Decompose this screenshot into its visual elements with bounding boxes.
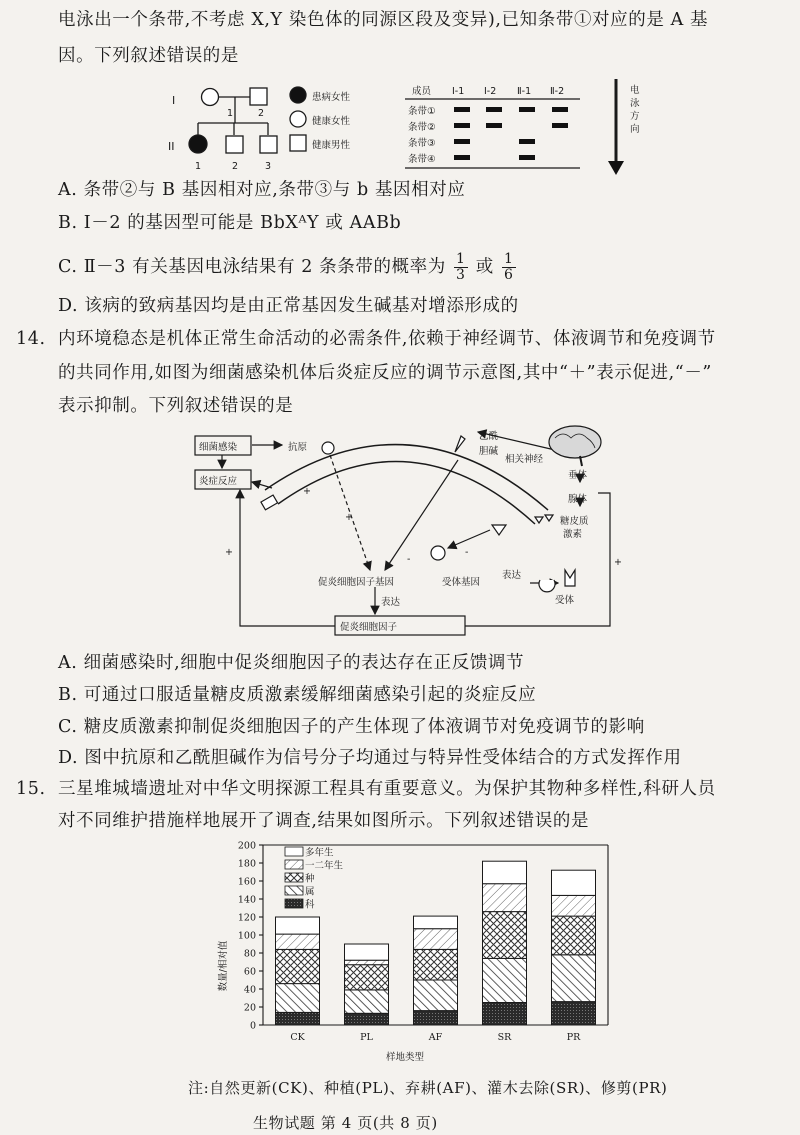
q14-option-a: A. 细菌感染时,细胞中促炎细胞因子的表达存在正反馈调节 xyxy=(58,653,525,673)
ach-receptor-icon xyxy=(455,436,465,452)
legend-label-多年生: 多年生 xyxy=(305,847,334,859)
gen1-index-1: 1 xyxy=(227,108,234,119)
label-cytokine-gene: 促炎细胞因子基因 xyxy=(318,577,395,588)
q13-option-d: D. 该病的致病基因均是由正常基因发生碱基对增添形成的 xyxy=(58,296,519,316)
receptor-icon xyxy=(539,580,555,592)
bar-CK-多年生 xyxy=(276,917,320,934)
svg-text:+: + xyxy=(614,557,622,568)
svg-text:2: 2 xyxy=(232,161,239,172)
chart-legend xyxy=(285,847,344,911)
pedigree-II1-affected-female xyxy=(189,135,207,153)
chart-y-tick-label-60: 60 xyxy=(243,966,256,978)
label-gland: 腺体 xyxy=(568,494,588,505)
svg-text:+: + xyxy=(345,512,353,523)
svg-text:向: 向 xyxy=(630,124,640,135)
legend-swatch-科 xyxy=(285,899,303,908)
chart-x-tick-label-AF: AF xyxy=(428,1032,443,1043)
svg-text:表达: 表达 xyxy=(502,570,522,581)
chart-y-tick-label-180: 180 xyxy=(237,858,256,870)
svg-text:Ⅱ-2: Ⅱ-2 xyxy=(550,86,565,97)
gen-2-label: II xyxy=(168,140,175,153)
svg-text:表达: 表达 xyxy=(381,597,401,608)
q14-option-b: B. 可通过口服适量糖皮质激素缓解细菌感染引起的炎症反应 xyxy=(58,685,537,705)
chart-x-tick-label-SR: SR xyxy=(497,1032,512,1043)
chart-y-tick-label-200: 200 xyxy=(237,840,256,852)
chart-y-tick-label-140: 140 xyxy=(237,894,256,906)
svg-text:条带③: 条带③ xyxy=(408,138,436,149)
svg-text:3: 3 xyxy=(265,161,272,172)
fraction-one-third: $\frac{1}{3}$ xyxy=(456,251,466,283)
bar-PL-属 xyxy=(345,990,389,1013)
q14-stem-3: 表示抑制。下列叙述错误的是 xyxy=(58,396,294,416)
legend-swatch-多年生 xyxy=(285,847,303,856)
species-chart xyxy=(0,836,800,1071)
q14-stem-1: 14. 内环境稳态是机体正常生命活动的必需条件,依赖于神经调节、体液调节和免疫调节 xyxy=(16,329,716,349)
bar-PR-多年生 xyxy=(552,870,596,895)
bar-SR-属 xyxy=(483,958,527,1002)
chart-y-tick-label-20: 20 xyxy=(243,1002,256,1014)
intro-line-2: 因。下列叙述错误的是 xyxy=(58,46,239,66)
svg-text:胆碱: 胆碱 xyxy=(479,446,499,457)
legend-label-一二年生: 一二年生 xyxy=(305,860,344,872)
q14-stem-2: 的共同作用,如图为细菌感染机体后炎症反应的调节示意图,其中“＋”表示促进,“－” xyxy=(58,363,712,383)
svg-text:成员: 成员 xyxy=(412,86,432,97)
svg-text:Ⅱ-1: Ⅱ-1 xyxy=(517,86,532,97)
gc-receptor-icon xyxy=(431,546,445,560)
svg-text:乙酰: 乙酰 xyxy=(479,431,499,442)
legend-label-属: 属 xyxy=(305,886,315,898)
bar-CK-一二年生 xyxy=(276,934,320,949)
bar-SR-多年生 xyxy=(483,861,527,884)
bar-SR-一二年生 xyxy=(483,884,527,912)
svg-text:Ⅰ-2: Ⅰ-2 xyxy=(484,86,497,97)
label-pituitary: 垂体 xyxy=(568,470,588,481)
q14-option-d: D. 图中抗原和乙酰胆碱作为信号分子均通过与特异性受体结合的方式发挥作用 xyxy=(58,748,682,768)
legend-healthy-male-symbol xyxy=(290,135,306,151)
bar-PL-种 xyxy=(345,965,389,990)
chart-note: 注:自然更新(CK)、种植(PL)、弃耕(AF)、灌木去除(SR)、修剪(PR) xyxy=(188,1079,668,1097)
bar-AF-种 xyxy=(414,949,458,980)
legend-label-种: 种 xyxy=(305,873,315,885)
chart-y-tick-label-0: 0 xyxy=(249,1020,256,1032)
svg-text:-: - xyxy=(407,554,411,565)
label-cytokine: 促炎细胞因子 xyxy=(340,622,398,633)
bar-PR-科 xyxy=(552,1002,596,1025)
intro-line-1: 电泳出一个条带,不考虑 X,Y 染色体的同源区段及变异),已知条带①对应的是 A 基 xyxy=(58,10,709,30)
svg-text:电: 电 xyxy=(630,85,640,96)
gen1-index-2: 2 xyxy=(258,108,265,119)
bar-AF-属 xyxy=(414,980,458,1011)
q13-figure xyxy=(0,75,800,185)
chart-x-tick-label-PR: PR xyxy=(566,1032,581,1043)
bar-SR-科 xyxy=(483,1003,527,1026)
svg-text:+: + xyxy=(225,547,233,558)
q13-option-c: C. Ⅱ－3 有关基因电泳结果有 2 条条带的概率为 $\frac{1}{3}$ 或 $\frac{1}{6}$ xyxy=(58,251,514,283)
legend-label-科: 科 xyxy=(305,899,315,911)
q15-stem-2: 对不同维护措施样地展开了调查,结果如图所示。下列叙述错误的是 xyxy=(58,811,590,831)
bar-AF-科 xyxy=(414,1011,458,1025)
q15-number: 15. xyxy=(16,779,46,799)
svg-text:Ⅰ-1: Ⅰ-1 xyxy=(452,86,465,97)
legend-affected-female: 患病女性 xyxy=(312,92,351,103)
electrophoresis-table xyxy=(405,85,580,168)
label-antigen: 抗原 xyxy=(288,442,308,453)
legend-healthy-female-symbol xyxy=(290,111,306,127)
fraction-one-sixth: $\frac{1}{6}$ xyxy=(503,251,514,283)
q14-number: 14. xyxy=(16,329,46,349)
brain-icon xyxy=(549,426,601,466)
chart-y-tick-label-40: 40 xyxy=(243,984,256,996)
chart-x-tick-label-CK: CK xyxy=(290,1032,305,1043)
svg-text:+: + xyxy=(303,486,311,497)
page-footer: 生物试题 第 4 页(共 8 页) xyxy=(253,1114,438,1132)
label-inflammation: 炎症反应 xyxy=(199,476,238,487)
pedigree-II3-male xyxy=(260,136,277,153)
antigen-receptor-icon xyxy=(322,442,334,454)
q14-option-c: C. 糖皮质激素抑制促炎细胞因子的产生体现了体液调节对免疫调节的影响 xyxy=(58,717,645,737)
bar-PR-属 xyxy=(552,955,596,1002)
chart-y-axis-label: 数量/相对值 xyxy=(218,940,229,992)
svg-text:糖皮质: 糖皮质 xyxy=(560,516,589,527)
legend-swatch-属 xyxy=(285,886,303,895)
label-receptor: 受体 xyxy=(555,595,575,606)
pedigree-I1-female xyxy=(202,89,219,106)
q13-option-a: A. 条带②与 B 基因相对应,条带③与 b 基因相对应 xyxy=(58,180,466,200)
svg-text:激素: 激素 xyxy=(563,529,583,540)
chart-y-tick-label-80: 80 xyxy=(243,948,256,960)
chart-x-tick-label-PL: PL xyxy=(360,1032,373,1043)
label-receptor-gene: 受体基因 xyxy=(442,577,481,588)
cytokine-receptor-icon xyxy=(261,495,278,510)
bar-PL-一二年生 xyxy=(345,960,389,965)
pedigree-I2-male xyxy=(250,88,267,105)
chart-y-tick-label-160: 160 xyxy=(237,876,256,888)
legend-healthy-male: 健康男性 xyxy=(312,140,351,151)
svg-text:条带①: 条带① xyxy=(408,106,436,117)
svg-text:条带④: 条带④ xyxy=(408,154,436,165)
electrophoresis-direction-arrow xyxy=(608,79,640,175)
bar-AF-多年生 xyxy=(414,916,458,929)
bar-AF-一二年生 xyxy=(414,929,458,950)
label-nerve: 相关神经 xyxy=(505,454,544,465)
legend-swatch-种 xyxy=(285,873,303,882)
legend-affected-female-symbol xyxy=(290,87,306,103)
inflammation-diagram xyxy=(0,420,800,645)
q15-stem-1: 15. 三星堆城墙遗址对中华文明探源工程具有重要意义。为保护其物种多样性,科研人员 xyxy=(16,779,716,799)
legend-swatch-一二年生 xyxy=(285,860,303,869)
svg-text:-: - xyxy=(465,547,469,558)
chart-y-tick-label-120: 120 xyxy=(237,912,256,924)
svg-text:1: 1 xyxy=(195,161,202,172)
bar-PL-科 xyxy=(345,1013,389,1025)
bar-PR-种 xyxy=(552,916,596,955)
pedigree xyxy=(168,87,351,172)
bar-CK-属 xyxy=(276,984,320,1013)
bar-PR-一二年生 xyxy=(552,895,596,916)
legend-healthy-female: 健康女性 xyxy=(312,116,351,127)
svg-text:方: 方 xyxy=(630,111,640,122)
pedigree-II2-male xyxy=(226,136,243,153)
q13-option-b: B. Ⅰ－2 的基因型可能是 BbXᴬY 或 AABb xyxy=(58,213,402,233)
chart-x-axis-label: 样地类型 xyxy=(385,1052,425,1063)
bar-SR-种 xyxy=(483,912,527,959)
svg-text:条带②: 条带② xyxy=(408,122,436,133)
chart-y-tick-label-100: 100 xyxy=(237,930,256,942)
gen-1-label: I xyxy=(172,94,176,107)
gc-molecule-icon xyxy=(492,525,506,535)
bar-CK-科 xyxy=(276,1012,320,1025)
bar-CK-种 xyxy=(276,949,320,983)
svg-text:泳: 泳 xyxy=(630,98,640,109)
bar-PL-多年生 xyxy=(345,944,389,960)
label-bacterial-infection: 细菌感染 xyxy=(199,442,238,453)
